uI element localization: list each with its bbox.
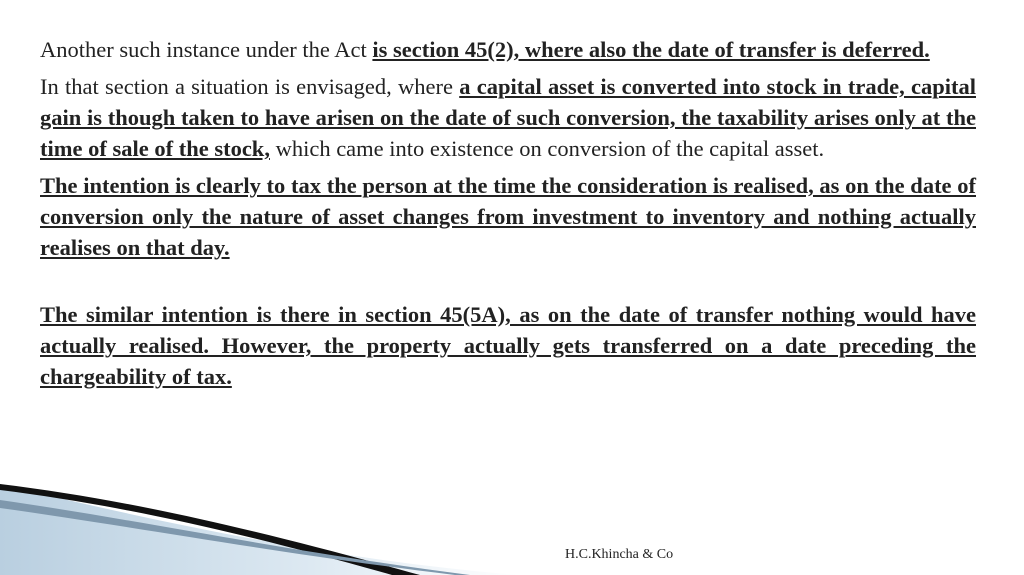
footer-firm-name: H.C.Khincha & Co (565, 547, 674, 562)
paragraph-3-emphasis: The intention is clearly to tax the person at the time the consideration is realised, as on the date of conversion only the nature of asset changes from investment to inventory and nothing actually realises on that day. (40, 173, 976, 260)
paragraph-section-45-2 (40, 34, 976, 65)
paragraph-2-emphasis: a capital asset is converted into stock in trade, capital gain is though taken to have arisen on the date of such conversion, the taxability arises only at the time of sale of the stock, (40, 74, 976, 161)
paragraph-1-emphasis: is section 45(2), where also the date of transfer is deferred. (372, 37, 930, 62)
paragraph-section-45-5a (40, 299, 976, 392)
paragraph-2-tail: which came into existence on conversion of the capital asset. (269, 136, 825, 161)
paragraph-4-emphasis: The similar intention is there in section 45(5A), as on the date of transfer nothing would have actually realised. However, the property actually gets transferred on a date preceding the chargeability of tax. (40, 302, 976, 389)
slide-body (40, 34, 976, 398)
paragraph-1-lead: Another such instance under the Act (40, 37, 373, 62)
paragraph-2-lead: In that section a situation is envisaged, where (40, 74, 460, 99)
paragraph-intention (40, 170, 976, 263)
paragraph-conversion-stock (40, 71, 976, 164)
